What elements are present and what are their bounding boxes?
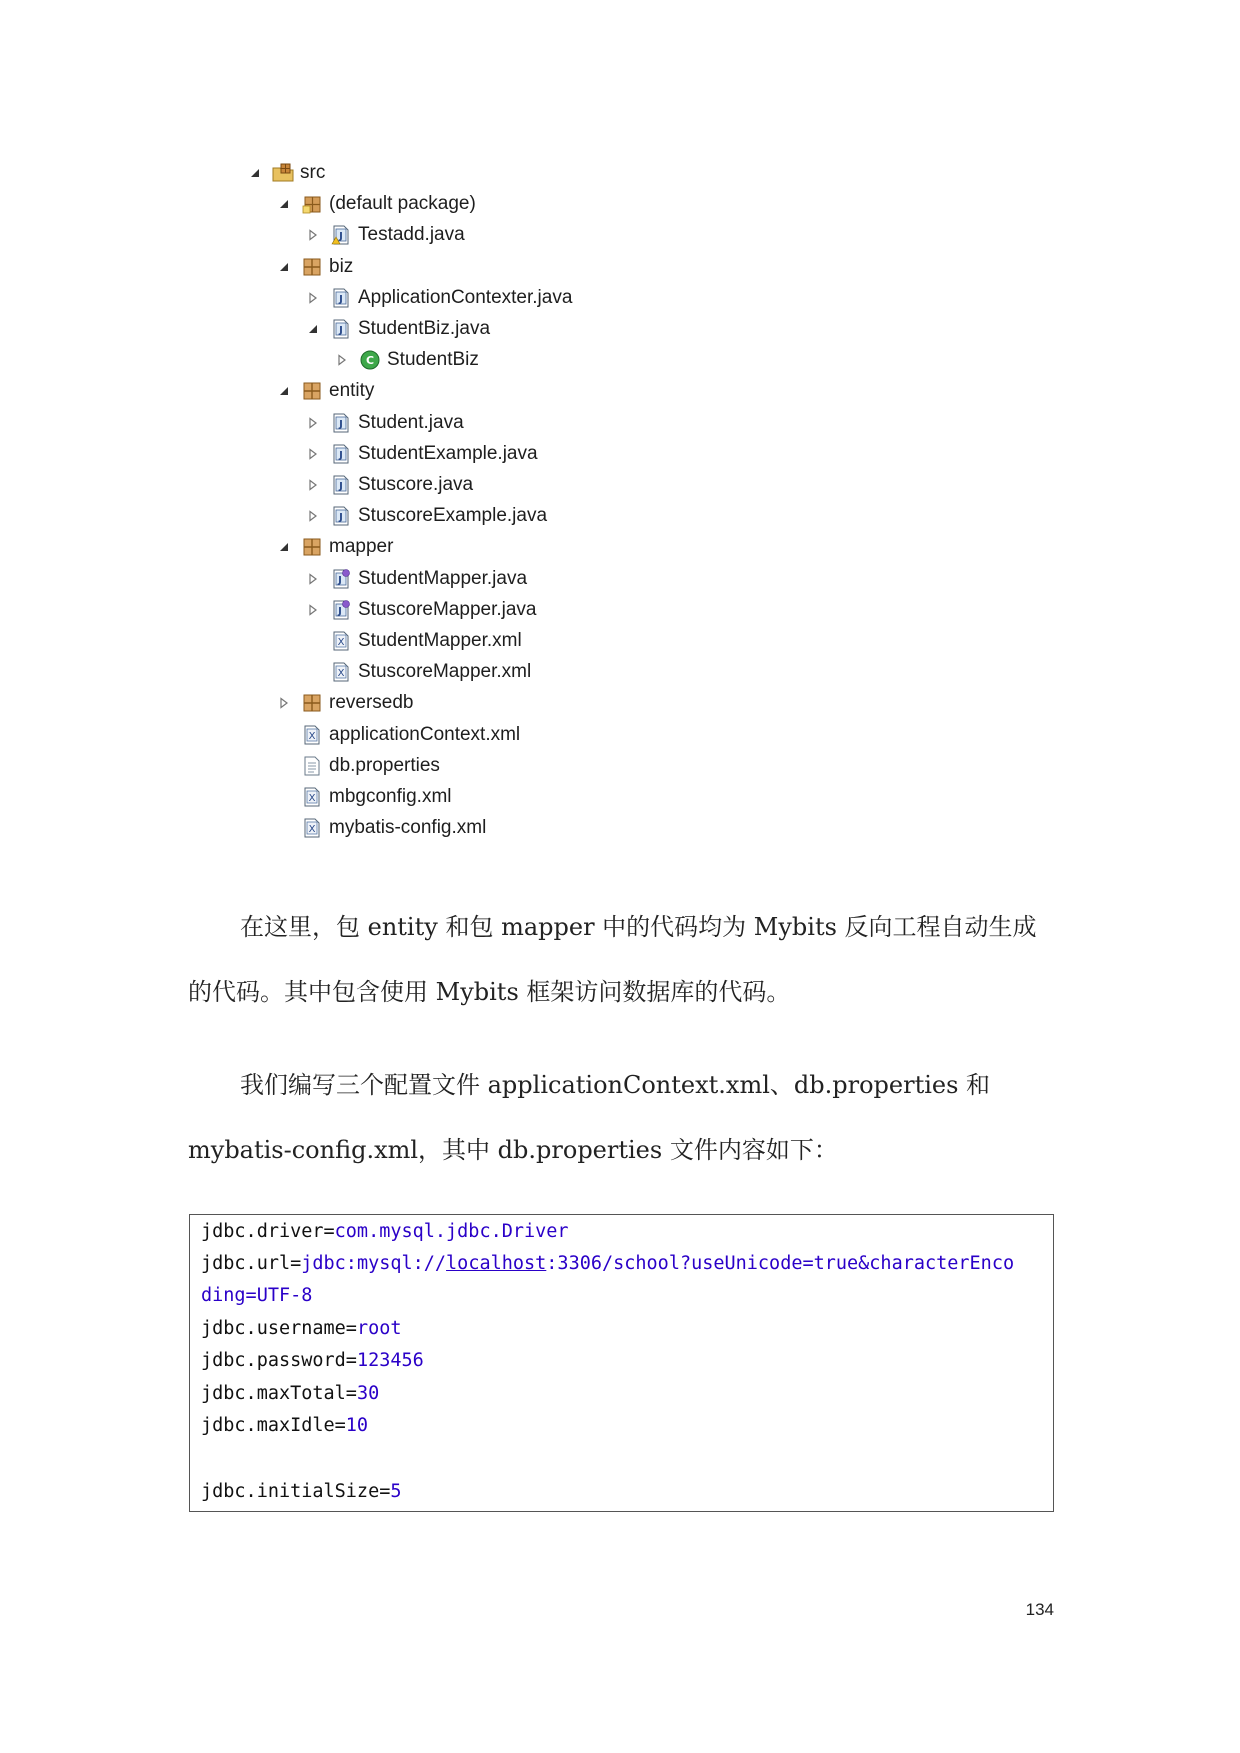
code-key: jdbc.password= — [201, 1350, 357, 1371]
svg-text:X: X — [308, 793, 316, 804]
tree-node-label: reversedb — [329, 692, 414, 713]
tree-node-stuscore-java[interactable] — [306, 471, 473, 499]
svg-text:J: J — [338, 606, 342, 617]
tree-node-label: StudentBiz.java — [358, 318, 491, 339]
code-line-driver — [201, 1219, 569, 1245]
java-file-icon — [330, 505, 352, 527]
tree-node-label: db.properties — [329, 755, 440, 776]
tree-node-label: applicationContext.xml — [329, 724, 521, 745]
code-value: 10 — [345, 1415, 369, 1436]
tree-node-label: StuscoreMapper.xml — [358, 661, 532, 682]
code-line-url — [201, 1251, 1014, 1277]
code-key: jdbc.maxIdle= — [201, 1415, 346, 1436]
collapsed-triangle-icon[interactable] — [306, 416, 320, 430]
text-file-icon — [301, 755, 323, 777]
page-number: 134 — [1025, 1600, 1054, 1619]
expanded-triangle-icon[interactable] — [277, 197, 291, 211]
tree-node-reversedb[interactable] — [277, 689, 414, 717]
svg-text:J: J — [339, 294, 343, 305]
collapsed-triangle-icon[interactable] — [277, 696, 291, 710]
xml-file-icon — [330, 661, 352, 683]
java-file-icon — [330, 287, 352, 309]
collapsed-triangle-icon[interactable] — [306, 603, 320, 617]
code-key: jdbc.maxTotal= — [201, 1383, 357, 1404]
tree-node-label: Student.java — [358, 412, 464, 433]
localhost-link[interactable]: localhost — [446, 1253, 547, 1274]
code-value: 5 — [390, 1481, 402, 1502]
tree-node-studentmapper-xml[interactable] — [306, 627, 522, 655]
code-key: jdbc.driver= — [201, 1221, 335, 1242]
xml-file-icon — [301, 786, 323, 808]
svg-text:C: C — [365, 354, 375, 367]
xml-file-icon — [301, 817, 323, 839]
svg-text:J: J — [339, 512, 343, 523]
paragraph-1-line-2: 的代码。其中包含使用 Mybits 框架访问数据库的代码。 — [188, 978, 791, 1006]
tree-node-studentbiz-java[interactable] — [306, 315, 490, 343]
code-key: jdbc.initialSize= — [201, 1481, 391, 1502]
svg-text:J: J — [338, 575, 342, 586]
collapsed-triangle-icon[interactable] — [306, 478, 320, 492]
tree-node-default-package[interactable] — [277, 190, 476, 218]
tree-node-entity[interactable] — [277, 377, 374, 405]
tree-node-student-java[interactable] — [306, 409, 464, 437]
java-file-icon — [330, 443, 352, 465]
tree-node-label: StudentExample.java — [358, 443, 538, 464]
tree-node-label: StuscoreExample.java — [358, 505, 548, 526]
java-interface-file-icon — [330, 568, 352, 590]
tree-node-label: StudentMapper.xml — [358, 630, 522, 651]
code-value: 30 — [356, 1383, 380, 1404]
tree-node-stuscoremapper-xml[interactable] — [306, 658, 531, 686]
code-value: root — [356, 1318, 402, 1339]
code-line-initial-size — [201, 1479, 402, 1505]
collapsed-triangle-icon[interactable] — [306, 509, 320, 523]
tree-node-label: Stuscore.java — [358, 474, 474, 495]
expanded-triangle-icon[interactable] — [277, 384, 291, 398]
tree-node-testadd-java[interactable] — [306, 221, 465, 249]
package-icon — [301, 256, 323, 278]
tree-node-label: (default package) — [329, 193, 476, 214]
expanded-triangle-icon[interactable] — [306, 322, 320, 336]
tree-node-label: ApplicationContexter.java — [358, 287, 573, 308]
tree-node-studentexample-java[interactable] — [306, 440, 538, 468]
collapsed-triangle-icon[interactable] — [335, 353, 349, 367]
svg-text:J: J — [339, 481, 343, 492]
code-key: jdbc.username= — [201, 1318, 357, 1339]
tree-node-mbgconfig-xml[interactable] — [277, 783, 452, 811]
svg-text:X: X — [337, 668, 345, 679]
tree-node-biz[interactable] — [277, 253, 353, 281]
package-icon — [301, 536, 323, 558]
code-line-username — [201, 1316, 402, 1342]
collapsed-triangle-icon[interactable] — [306, 447, 320, 461]
collapsed-triangle-icon[interactable] — [306, 572, 320, 586]
svg-text:J: J — [339, 325, 343, 336]
tree-node-applicationcontext-xml[interactable] — [277, 721, 520, 749]
collapsed-triangle-icon[interactable] — [306, 228, 320, 242]
tree-node-db-properties[interactable] — [277, 752, 440, 780]
code-key: jdbc.url= — [201, 1253, 302, 1274]
paragraph-1-line-1: 在这里，包 entity 和包 mapper 中的代码均为 Mybits 反向工程自动生成 — [240, 913, 1037, 941]
source-folder-icon — [272, 162, 294, 184]
tree-node-studentbiz-class[interactable] — [335, 346, 479, 374]
tree-node-mybatis-config-xml[interactable] — [277, 814, 486, 842]
code-line-password — [201, 1348, 424, 1374]
tree-node-label: StudentBiz — [387, 349, 479, 370]
java-file-icon — [330, 318, 352, 340]
class-icon — [359, 349, 381, 371]
java-file-warning-icon — [330, 224, 352, 246]
tree-node-label: entity — [329, 380, 375, 401]
package-icon — [301, 380, 323, 402]
code-value: 123456 — [356, 1350, 424, 1371]
tree-node-label: Testadd.java — [358, 224, 465, 245]
code-line-url-continued — [201, 1283, 312, 1309]
tree-node-label: mapper — [329, 536, 394, 557]
code-line-max-idle — [201, 1413, 368, 1439]
code-line-max-total — [201, 1381, 379, 1407]
tree-node-label: src — [300, 162, 326, 183]
java-interface-file-icon — [330, 599, 352, 621]
tree-node-label: mbgconfig.xml — [329, 786, 452, 807]
tree-node-label: StuscoreMapper.java — [358, 599, 537, 620]
tree-node-label: biz — [329, 256, 354, 277]
svg-text:J: J — [339, 450, 343, 461]
expanded-triangle-icon[interactable] — [277, 540, 291, 554]
collapsed-triangle-icon[interactable] — [306, 291, 320, 305]
tree-node-applicationcontexter-java[interactable] — [306, 284, 572, 312]
code-value: :3306/school?useUnicode=true&characterEnco — [546, 1253, 1015, 1274]
expanded-triangle-icon[interactable] — [277, 260, 291, 274]
paragraph-2-line-1: 我们编写三个配置文件 applicationContext.xml、db.properties 和 — [240, 1071, 991, 1099]
tree-node-studentmapper-java[interactable] — [306, 565, 527, 593]
java-file-icon — [330, 474, 352, 496]
svg-text:X: X — [308, 731, 316, 742]
tree-node-mapper[interactable] — [277, 533, 393, 561]
db-properties-code-block — [189, 1214, 1054, 1512]
package-icon — [301, 692, 323, 714]
svg-text:J: J — [339, 231, 343, 242]
tree-node-stuscoremapper-java[interactable] — [306, 596, 537, 624]
paragraph-code-origin — [188, 895, 1058, 1025]
tree-node-label: StudentMapper.java — [358, 568, 528, 589]
code-value: jdbc:mysql:// — [301, 1253, 447, 1274]
java-file-icon — [330, 412, 352, 434]
tree-node-stuscoreexample-java[interactable] — [306, 502, 547, 530]
paragraph-2-line-2: mybatis-config.xml，其中 db.properties 文件内容如下： — [188, 1136, 838, 1164]
code-value: ding=UTF-8 — [201, 1285, 313, 1306]
svg-text:X: X — [337, 637, 345, 648]
svg-text:J: J — [339, 419, 343, 430]
default-package-icon — [301, 193, 323, 215]
xml-file-icon — [330, 630, 352, 652]
expanded-triangle-icon[interactable] — [248, 166, 262, 180]
tree-node-src[interactable] — [248, 159, 325, 187]
code-value: com.mysql.jdbc.Driver — [334, 1221, 569, 1242]
svg-text:X: X — [308, 824, 316, 835]
xml-file-icon — [301, 724, 323, 746]
paragraph-config-files — [188, 1053, 1058, 1183]
tree-node-label: mybatis-config.xml — [329, 817, 487, 838]
